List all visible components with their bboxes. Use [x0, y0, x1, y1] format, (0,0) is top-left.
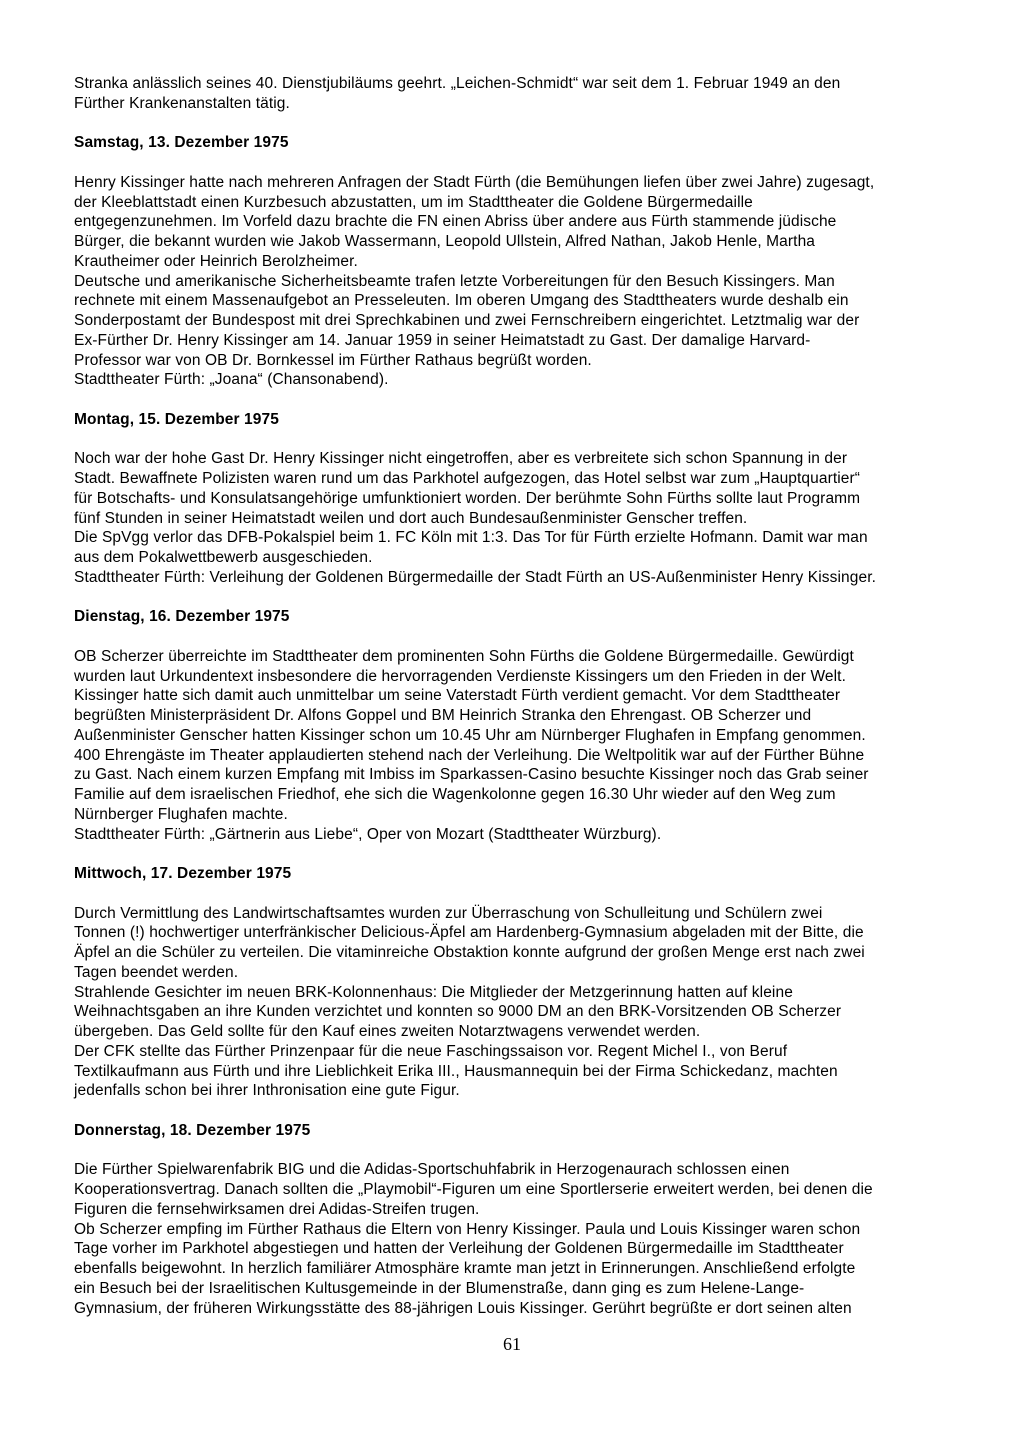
text-line: jedenfalls schon bei ihrer Inthronisation eine gute Figur. — [74, 1082, 460, 1100]
text-line: Ex-Fürther Dr. Henry Kissinger am 14. Januar 1959 in seiner Heimatstadt zu Gast. Der damalige Harvard- — [74, 331, 811, 349]
text-line: Tage vorher im Parkhotel abgestiegen und hatten der Verleihung der Goldenen Bürgermedaille im Stadttheater — [74, 1240, 844, 1258]
text-line: Bürger, die bekannt wurden wie Jakob Wassermann, Leopold Ullstein, Alfred Nathan, Jakob Henle, Martha — [74, 233, 816, 250]
section-date-heading: Mittwoch, 17. Dezember 1975 — [74, 865, 292, 882]
text-line: Äpfel an die Schüler zu verteilen. Die vitaminreiche Obstaktion konnte aufgrund der großen Menge erst nach zwei — [74, 944, 865, 961]
text-line: Sonderpostamt der Bundespost mit drei Sprechkabinen und zwei Fernschreibern eingerichtet. Letztmalig war der — [74, 312, 860, 329]
text-line: begrüßten Ministerpräsident Dr. Alfons Goppel und BM Heinrich Stranka den Ehrengast. OB Scherzer und — [74, 707, 812, 724]
text-line: Deutsche und amerikanische Sicherheitsbeamte trafen letzte Vorbereitungen für den Besuch Kissingers. Man — [74, 272, 835, 290]
text-line: Professor war von OB Dr. Bornkessel im Fürther Rathaus begrüßt worden. — [74, 351, 592, 369]
text-line: Fürther Krankenanstalten tätig. — [74, 94, 290, 112]
text-line: zu Gast. Nach einem kurzen Empfang mit Imbiss im Sparkassen-Casino besuchte Kissinger noch das Grab seiner — [74, 766, 869, 784]
text-line: Stadttheater Fürth: „Joana“ (Chansonabend). — [74, 371, 389, 389]
text-line: der Kleeblattstadt einen Kurzbesuch abzustatten, um im Stadttheater die Goldene Bürgermedaille — [74, 193, 753, 211]
section-date-heading: Montag, 15. Dezember 1975 — [74, 410, 279, 428]
paragraph — [74, 647, 964, 845]
text-line: Kissinger hatte sich damit auch unmittelbar um seine Vaterstadt Fürth verdient gemacht. Vor dem Stadttheater — [74, 687, 841, 705]
text-line: Noch war der hohe Gast Dr. Henry Kissinger nicht eingetroffen, aber es verbreitete sich schon Spannung in der — [74, 450, 848, 468]
text-line: Henry Kissinger hatte nach mehreren Anfragen der Stadt Fürth (die Bemühungen liefen über zwei Jahre) zugesagt, — [74, 173, 875, 191]
text-line: Weihnachtsgaben an ihre Kunden verzichtet und konnten so 9000 DM an den BRK-Vorsitzenden OB Scherzer — [74, 1003, 842, 1021]
text-line: Der CFK stellte das Fürther Prinzenpaar für die neue Faschingssaison vor. Regent Michel I., von Beruf — [74, 1042, 788, 1060]
text-line: Stadttheater Fürth: „Gärtnerin aus Liebe“, Oper von Mozart (Stadttheater Würzburg). — [74, 825, 662, 843]
text-line: Stranka anlässlich seines 40. Dienstjubiläums geehrt. „Leichen-Schmidt“ war seit dem 1. Februar 1949 an den — [74, 75, 841, 92]
text-line: Die Fürther Spielwarenfabrik BIG und die Adidas-Sportschuhfabrik in Herzogenaurach schlossen einen — [74, 1161, 790, 1179]
text-line: Kooperationsvertrag. Danach sollten die „Playmobil“-Figuren um eine Sportlerserie erweitert werden, bei denen die — [74, 1181, 873, 1198]
text-line: Stadt. Bewaffnete Polizisten waren rund um das Parkhotel aufgezogen, das Hotel selbst war zum „Hauptquartier“ — [74, 470, 861, 487]
text-line: OB Scherzer überreichte im Stadttheater dem prominenten Sohn Fürths die Goldene Bürgermedaille. Gewürdigt — [74, 647, 854, 665]
document-body — [74, 74, 964, 1318]
text-line: fünf Stunden in seiner Heimatstadt weilen und dort auch Bundesaußenminister Genscher treffen. — [74, 509, 748, 527]
text-line: Familie auf dem israelischen Friedhof, ehe sich die Wagenkolonne gegen 16.30 Uhr wieder auf den Weg zum — [74, 786, 836, 803]
text-line: wurden laut Urkundentext insbesondere die hervorragenden Verdienste Kissingers um den Frieden in der Welt. — [74, 667, 846, 685]
text-line: ein Besuch bei der Israelitischen Kultusgemeinde in der Blumenstraße, dann ging es zum Helene-Lange- — [74, 1279, 805, 1297]
text-line: übergeben. Das Geld sollte für den Kauf eines zweiten Notarztwagens verwendet werden. — [74, 1023, 701, 1040]
text-line: Krautheimer oder Heinrich Berolzheimer. — [74, 252, 358, 270]
text-line: ebenfalls beigewohnt. In herzlich familiärer Atmosphäre kramte man jetzt in Erinnerungen. Anschließend erfolgte — [74, 1260, 856, 1277]
paragraph — [74, 904, 964, 1102]
text-line: Gymnasium, der früheren Wirkungsstätte des 88-jährigen Louis Kissinger. Gerührt begrüßte er dort seinen alten — [74, 1299, 852, 1317]
section-date-heading: Donnerstag, 18. Dezember 1975 — [74, 1121, 311, 1139]
section-date-heading: Dienstag, 16. Dezember 1975 — [74, 608, 290, 626]
paragraph — [74, 173, 964, 390]
text-line: Durch Vermittlung des Landwirtschaftsamtes wurden zur Überraschung von Schulleitung und Schülern zwei — [74, 904, 823, 922]
paragraph — [74, 74, 964, 114]
paragraph — [74, 1160, 964, 1318]
text-line: für Botschafts- und Konsulatsangehörige umfunktioniert worden. Der berühmte Sohn Fürths sollte laut Programm — [74, 489, 861, 507]
text-line: Nürnberger Flughafen machte. — [74, 805, 288, 823]
text-line: Die SpVgg verlor das DFB-Pokalspiel beim 1. FC Köln mit 1:3. Das Tor für Fürth erzielte Hofmann. Damit war man — [74, 529, 868, 547]
text-line: Figuren die fernsehwirksamen drei Adidas-Streifen trugen. — [74, 1200, 480, 1218]
text-line: entgegenzunehmen. Im Vorfeld dazu brachte die FN einen Abriss über andere aus Fürth stammende jüdische — [74, 213, 837, 231]
text-line: Ob Scherzer empfing im Fürther Rathaus die Eltern von Henry Kissinger. Paula und Louis Kissinger waren schon — [74, 1220, 861, 1238]
text-line: Tonnen (!) hochwertiger unterfränkischer Delicious-Äpfel am Hardenberg-Gymnasium abgeladen mit der Bitte, die — [74, 924, 864, 942]
text-line: Stadttheater Fürth: Verleihung der Goldenen Bürgermedaille der Stadt Fürth an US-Außenminister Henry Kissinger. — [74, 568, 877, 586]
text-line: Strahlende Gesichter im neuen BRK-Kolonnenhaus: Die Mitglieder der Metzgerinnung hatten auf kleine — [74, 983, 793, 1001]
text-line: 400 Ehrengäste im Theater applaudierten stehend nach der Verleihung. Die Weltpolitik war auf der Fürther Bühne — [74, 746, 865, 764]
text-line: Tagen beendet werden. — [74, 963, 239, 981]
text-line: Textilkaufmann aus Fürth und ihre Lieblichkeit Erika III., Hausmannequin bei der Firma Schickedanz, machten — [74, 1062, 838, 1080]
paragraph — [74, 449, 964, 587]
text-line: rechnete mit einem Massenaufgebot an Presseleuten. Im oberen Umgang des Stadttheaters wurde deshalb ein — [74, 292, 849, 310]
page-number: 61 — [503, 1334, 521, 1354]
text-line: Außenminister Genscher hatten Kissinger schon um 10.45 Uhr am Nürnberger Flughafen in Empfang genommen. — [74, 726, 866, 744]
section-date-heading: Samstag, 13. Dezember 1975 — [74, 134, 289, 152]
text-line: aus dem Pokalwettbewerb ausgeschieden. — [74, 549, 373, 566]
